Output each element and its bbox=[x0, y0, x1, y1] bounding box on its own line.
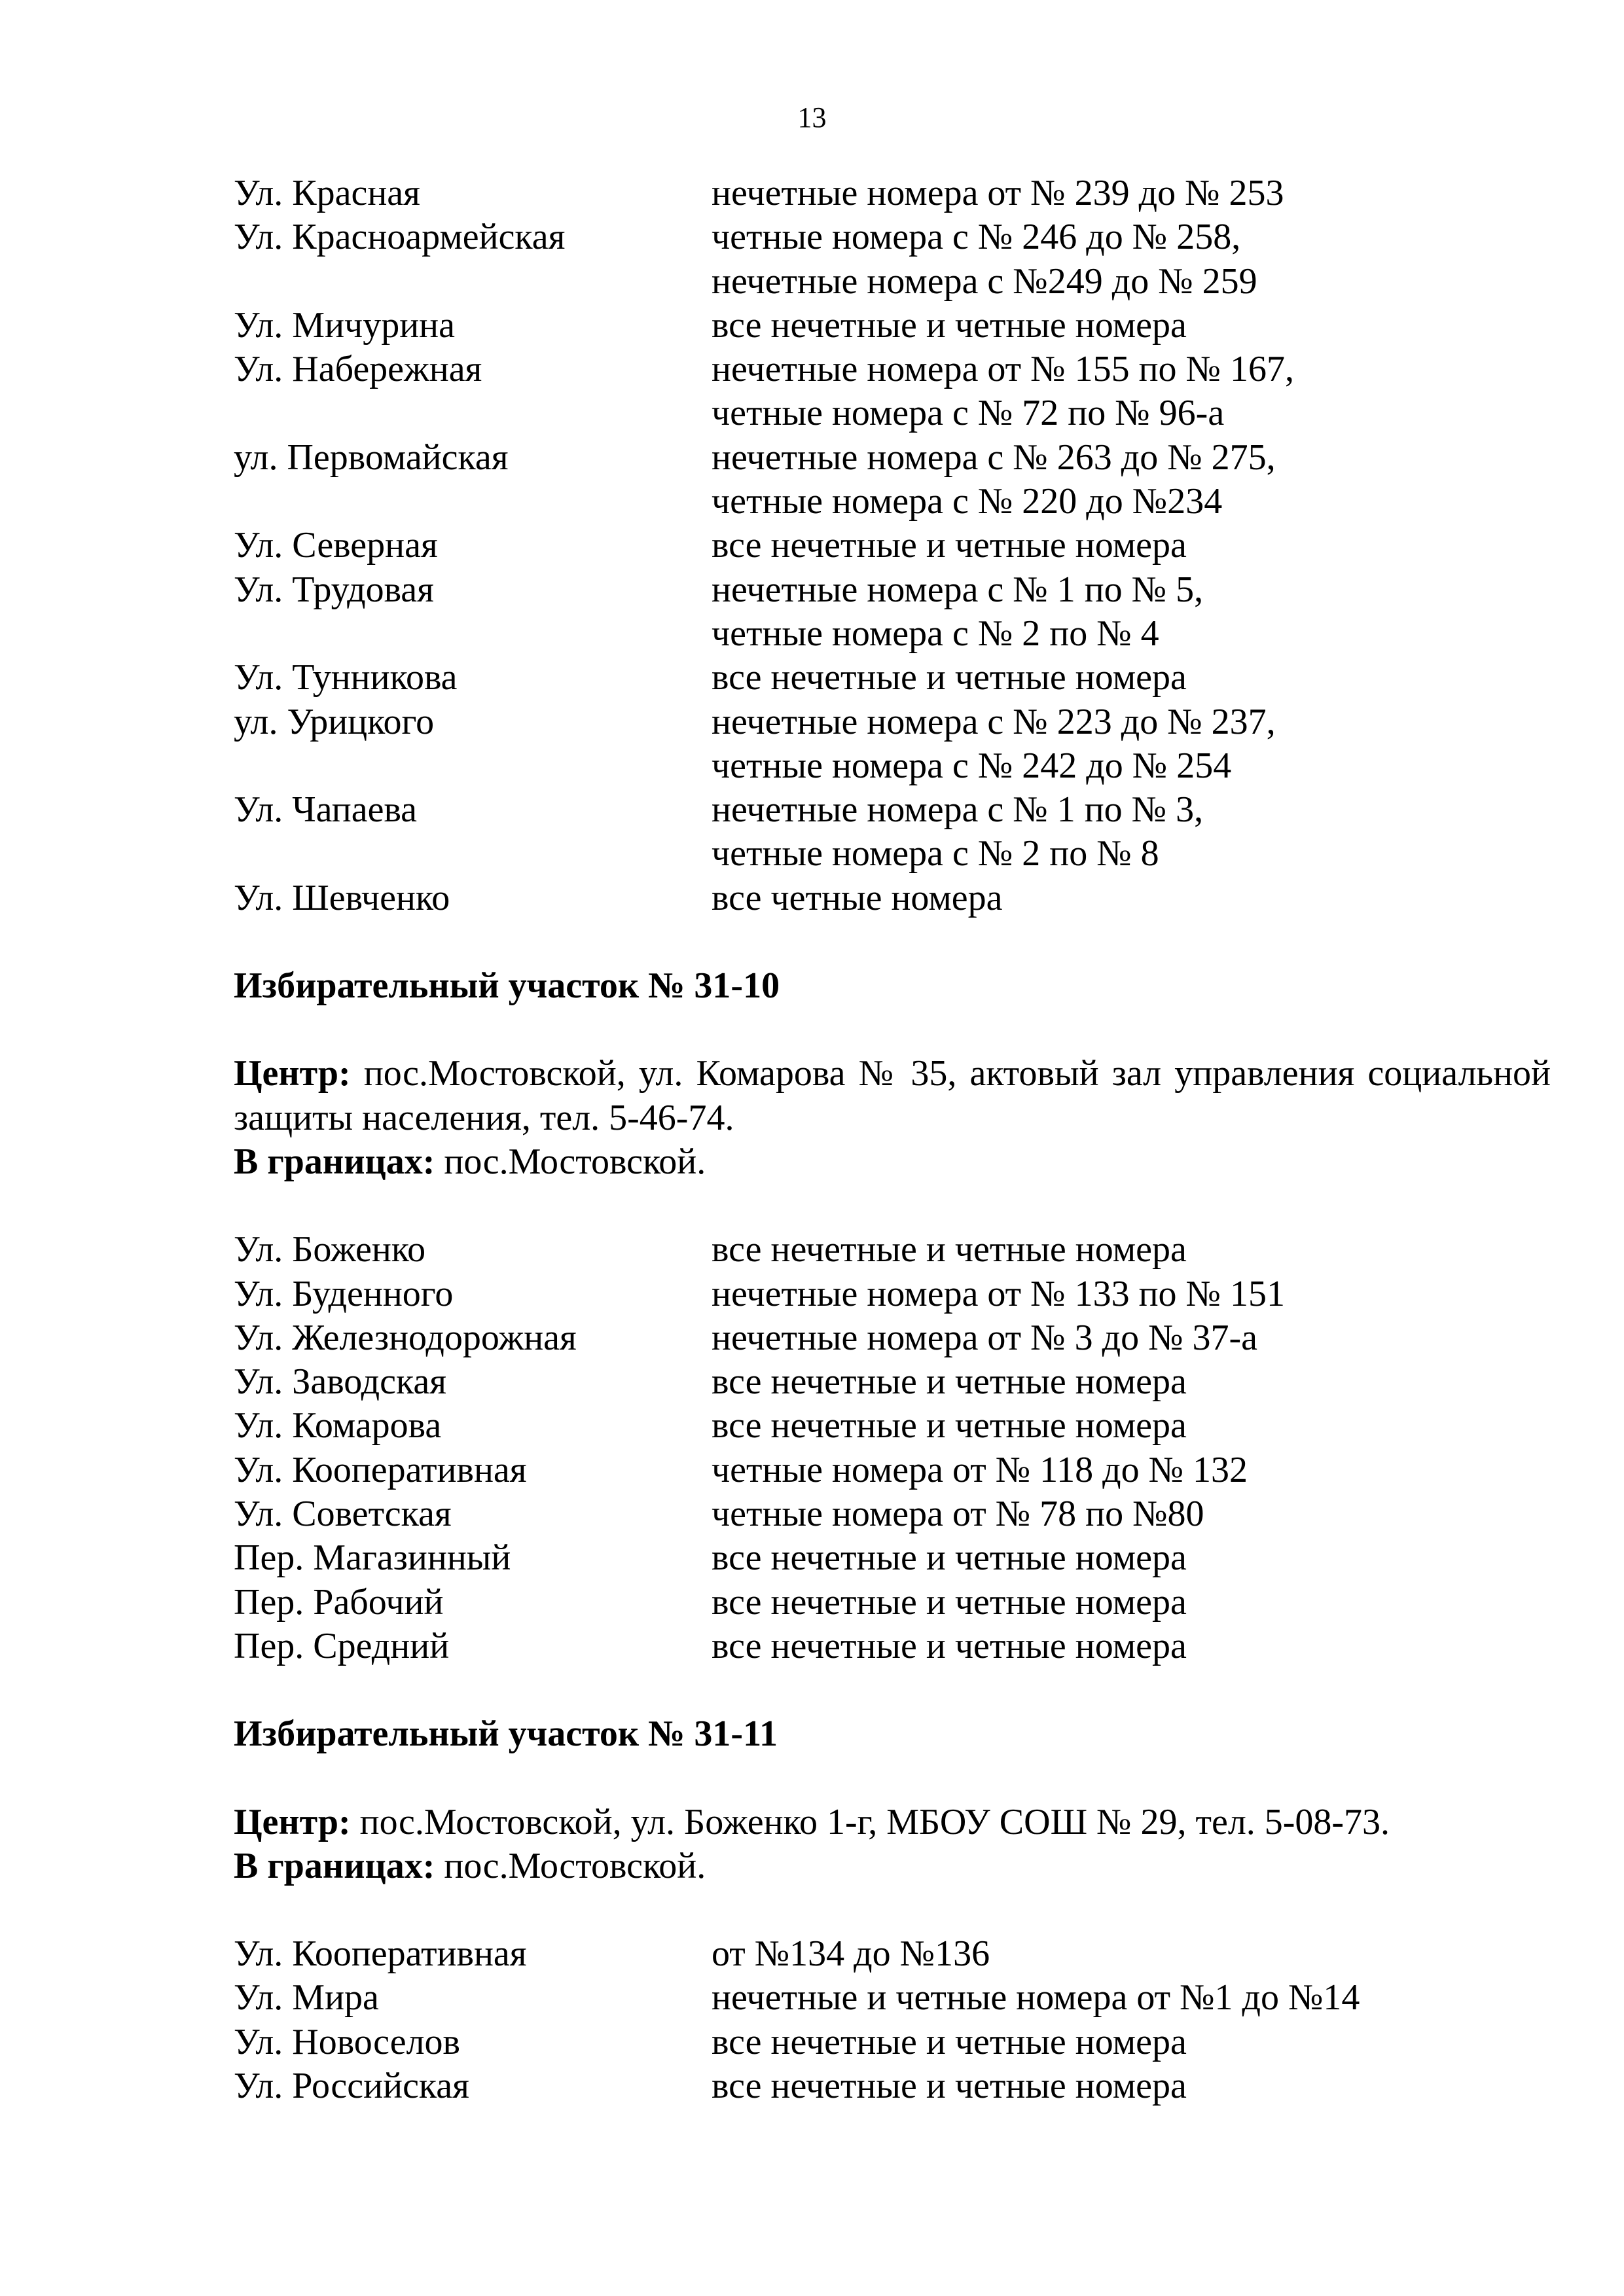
page-number: 13 bbox=[797, 101, 827, 134]
street-row bbox=[234, 1932, 1551, 1976]
street-name: Ул. Российская bbox=[234, 2065, 469, 2106]
street-name: Ул. Боженко bbox=[234, 1229, 426, 1270]
street-row bbox=[234, 1536, 1551, 1580]
document-body bbox=[234, 171, 1551, 2108]
street-row bbox=[234, 304, 1551, 348]
street-row bbox=[234, 700, 1551, 789]
street-name: Ул. Чапаева bbox=[234, 789, 418, 831]
street-name: ул. Урицкого bbox=[234, 701, 435, 742]
street-name: Ул. Красноармейская bbox=[234, 217, 566, 258]
street-row bbox=[234, 1228, 1551, 1272]
house-numbers: нечетные номера от № 239 до № 253 bbox=[712, 173, 1284, 213]
street-name: Пер. Рабочий bbox=[234, 1581, 444, 1623]
house-numbers: нечетные номера с № 223 до № 237, четные номера с № 242 до № 254 bbox=[712, 701, 1276, 786]
street-row bbox=[234, 1404, 1551, 1448]
house-numbers: нечетные номера от № 155 по № 167, четные номера с № 72 по № 96-а bbox=[712, 349, 1294, 434]
street-list-top bbox=[234, 171, 1551, 920]
bounds-label: В границах: bbox=[234, 1845, 435, 1886]
house-numbers: все нечетные и четные номера bbox=[712, 525, 1187, 566]
house-numbers: нечетные номера с № 1 по № 5, четные номера с № 2 по № 4 bbox=[712, 569, 1204, 654]
house-numbers: четные номера от № 118 до № 132 bbox=[712, 1449, 1248, 1490]
street-name: Ул. Кооперативная bbox=[234, 1449, 527, 1490]
street-name: Ул. Трудовая bbox=[234, 569, 434, 610]
house-numbers: нечетные и четные номера от №1 до №14 bbox=[712, 1977, 1360, 2018]
street-name: Ул. Набережная bbox=[234, 349, 482, 390]
street-name: Ул. Новоселов bbox=[234, 2021, 460, 2062]
district-bounds bbox=[234, 1844, 1551, 1888]
house-numbers: нечетные номера с № 263 до № 275, четные номера с № 220 до №234 bbox=[712, 437, 1276, 522]
street-row bbox=[234, 1624, 1551, 1668]
district-heading: Избирательный участок № 31-10 bbox=[234, 965, 780, 1007]
street-name: Ул. Шевченко bbox=[234, 877, 450, 918]
district-center bbox=[234, 1052, 1551, 1140]
house-numbers: нечетные номера с № 1 по № 3, четные номера с № 2 по № 8 bbox=[712, 789, 1204, 874]
street-name: Ул. Железнодорожная bbox=[234, 1317, 577, 1358]
street-row bbox=[234, 1448, 1551, 1492]
district-center bbox=[234, 1801, 1551, 1844]
center-text: пос.Мостовской, ул. Комарова № 35, актовый зал управления социальной защиты населения, тел. 5-46-74. bbox=[234, 1053, 1551, 1138]
house-numbers: нечетные номера от № 3 до № 37-а bbox=[712, 1317, 1258, 1358]
street-name: ул. Первомайская bbox=[234, 437, 509, 478]
house-numbers: все нечетные и четные номера bbox=[712, 2065, 1187, 2106]
street-row bbox=[234, 788, 1551, 876]
house-numbers: все нечетные и четные номера bbox=[712, 1581, 1187, 1623]
street-name: Ул. Мира bbox=[234, 1977, 379, 2018]
street-name: Ул. Буденного bbox=[234, 1273, 454, 1314]
district-heading: Избирательный участок № 31-11 bbox=[234, 1713, 778, 1755]
street-name: Ул. Северная bbox=[234, 525, 438, 566]
street-row bbox=[234, 524, 1551, 567]
center-text: пос.Мостовской, ул. Боженко 1-г, МБОУ СОШ № 29, тел. 5-08-73. bbox=[350, 1801, 1390, 1842]
center-label: Центр: bbox=[234, 1053, 351, 1094]
street-name: Пер. Средний bbox=[234, 1625, 450, 1666]
street-row bbox=[234, 348, 1551, 436]
street-row bbox=[234, 876, 1551, 920]
street-row bbox=[234, 1272, 1551, 1316]
center-label: Центр: bbox=[234, 1801, 351, 1842]
street-row bbox=[234, 1581, 1551, 1624]
street-row bbox=[234, 568, 1551, 656]
street-row bbox=[234, 436, 1551, 524]
street-name: Ул. Мичурина bbox=[234, 304, 455, 346]
house-numbers: все нечетные и четные номера bbox=[712, 304, 1187, 346]
street-name: Ул. Кооперативная bbox=[234, 1933, 527, 1975]
street-row bbox=[234, 656, 1551, 700]
street-name: Ул. Комарова bbox=[234, 1405, 442, 1446]
bounds-text: пос.Мостовской. bbox=[435, 1141, 706, 1182]
house-numbers: все нечетные и четные номера bbox=[712, 2021, 1187, 2062]
street-row bbox=[234, 215, 1551, 304]
street-name: Ул. Тунникова bbox=[234, 657, 458, 698]
street-row bbox=[234, 1492, 1551, 1536]
street-list-31-11 bbox=[234, 1932, 1551, 2108]
house-numbers: нечетные номера от № 133 по № 151 bbox=[712, 1273, 1285, 1314]
bounds-text: пос.Мостовской. bbox=[435, 1845, 706, 1886]
house-numbers: все нечетные и четные номера bbox=[712, 1405, 1187, 1446]
house-numbers: четные номера с № 246 до № 258, нечетные номера с №249 до № 259 bbox=[712, 217, 1257, 302]
house-numbers: четные номера от № 78 по №80 bbox=[712, 1494, 1204, 1535]
street-name: Ул. Красная bbox=[234, 173, 420, 213]
house-numbers: все нечетные и четные номера bbox=[712, 1229, 1187, 1270]
house-numbers: все нечетные и четные номера bbox=[712, 1537, 1187, 1579]
street-row bbox=[234, 1360, 1551, 1404]
street-row bbox=[234, 171, 1551, 215]
street-list-31-10 bbox=[234, 1228, 1551, 1668]
street-row bbox=[234, 1976, 1551, 2020]
street-row bbox=[234, 2020, 1551, 2064]
street-name: Ул. Советская bbox=[234, 1494, 452, 1535]
street-row bbox=[234, 2064, 1551, 2108]
street-row bbox=[234, 1316, 1551, 1360]
street-name: Ул. Заводская bbox=[234, 1361, 446, 1403]
district-bounds bbox=[234, 1140, 1551, 1184]
house-numbers: все нечетные и четные номера bbox=[712, 657, 1187, 698]
house-numbers: все четные номера bbox=[712, 877, 1003, 918]
house-numbers: от №134 до №136 bbox=[712, 1933, 990, 1975]
bounds-label: В границах: bbox=[234, 1141, 435, 1182]
street-name: Пер. Магазинный bbox=[234, 1537, 511, 1579]
house-numbers: все нечетные и четные номера bbox=[712, 1361, 1187, 1403]
house-numbers: все нечетные и четные номера bbox=[712, 1625, 1187, 1666]
